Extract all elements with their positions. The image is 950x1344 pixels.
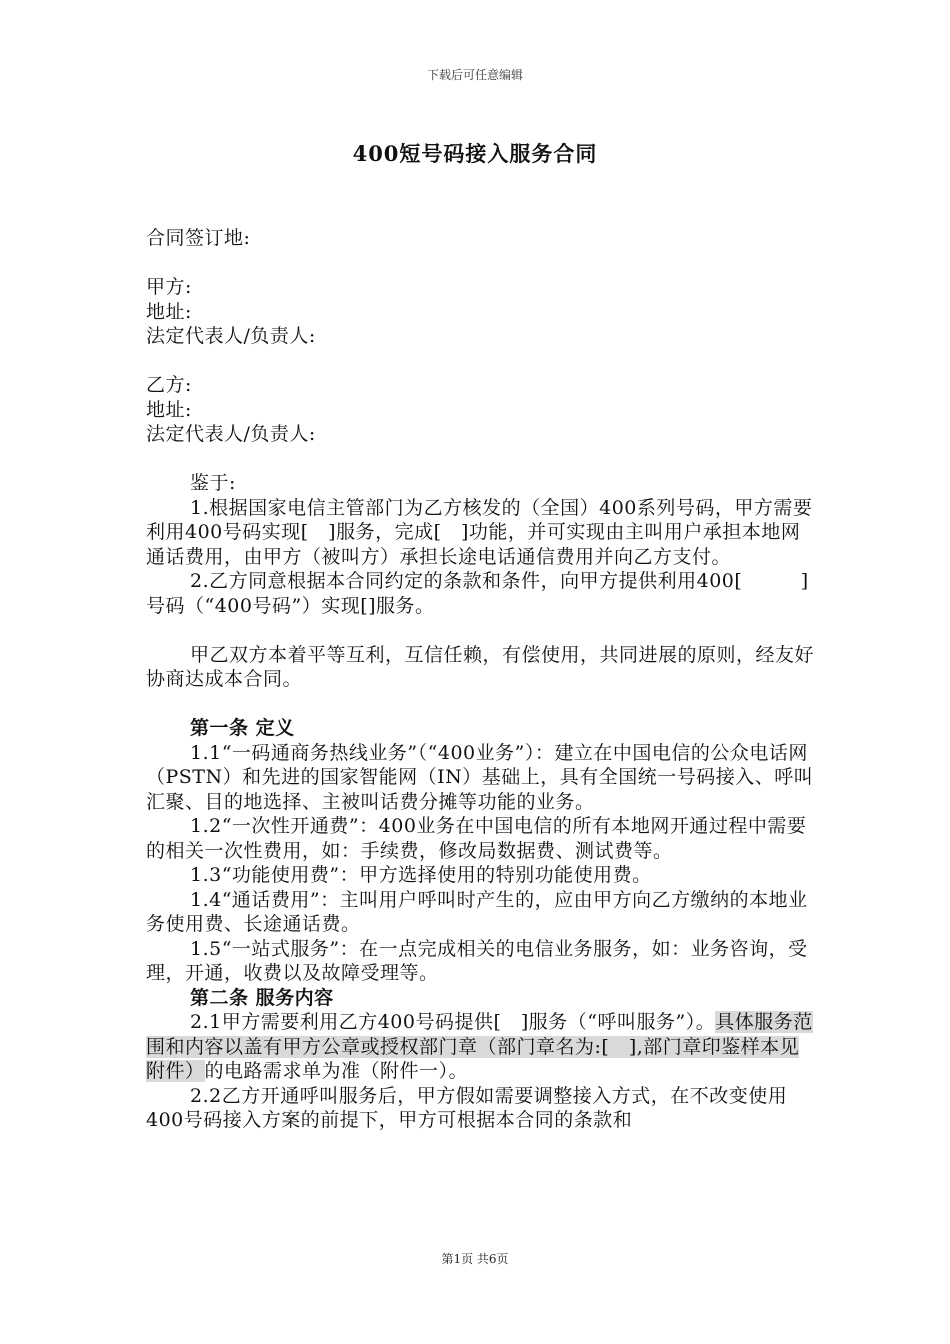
party-a-address-line: 地址: bbox=[146, 300, 192, 323]
spacer bbox=[146, 251, 816, 276]
service-item-2-1-tail: 的电路需求单为准（附件一）。 bbox=[204, 1060, 469, 1082]
party-b-address-line: 地址: bbox=[146, 398, 192, 421]
agreement-paragraph: 甲乙双方本着平等互利，互信任赖，有偿使用，共同进展的原则，经友好协商达成本合同。 bbox=[146, 643, 815, 690]
definition-item: 1.5“一站式服务”：在一点完成相关的电信业务服务，如：业务咨询，受理，开通，收费以及故障受理等。 bbox=[146, 937, 808, 984]
highlighted-text: 具体服务范围和内容以盖有甲方公章或授权部门章（部门章名为:[ ],部门章印鉴样本见附件） bbox=[146, 1011, 813, 1082]
spacer bbox=[146, 447, 816, 472]
article-2-heading: 第二条 服务内容 bbox=[190, 986, 334, 1009]
spacer bbox=[146, 618, 816, 643]
service-item-2-2: 2.2乙方开通呼叫服务后，甲方假如需要调整接入方式，在不改变使用400号码接入方案的前提下，甲方可根据本合同的条款和 bbox=[146, 1084, 788, 1131]
sign-place-line: 合同签订地: bbox=[146, 227, 251, 249]
definition-item: 1.3“功能使用费”：甲方选择使用的特别功能使用费。 bbox=[190, 864, 652, 886]
whereas-label: 鉴于: bbox=[190, 472, 236, 494]
party-b-rep-line: 法定代表人/负责人: bbox=[146, 423, 316, 445]
preamble-item-2: 2.乙方同意根据本合同约定的条款和条件，向甲方提供利用400[ ]号码（“400号码”）实现[]服务。 bbox=[146, 570, 809, 617]
page-footer: 第1页 共6页 bbox=[441, 1252, 509, 1266]
party-a-line: 甲方: bbox=[146, 276, 192, 298]
definition-item: 1.2“一次性开通费”：400业务在中国电信的所有本地网开通过程中需要的相关一次性费用，如：手续费，修改局数据费、测试费等。 bbox=[146, 815, 807, 862]
document-title: 400短号码接入服务合同 bbox=[352, 141, 598, 166]
party-b-line: 乙方: bbox=[146, 374, 192, 396]
article-1-heading: 第一条 定义 bbox=[190, 717, 295, 739]
definition-item: 1.4“通话费用”：主叫用户呼叫时产生的，应由甲方向乙方缴纳的本地业务使用费、长途通话费。 bbox=[146, 888, 808, 935]
header-note: 下载后可任意编辑 bbox=[426, 68, 523, 82]
definition-item: 1.1“一码通商务热线业务”（“400业务”）：建立在中国电信的公众电话网（PSTN）和先进的国家智能网（IN）基础上，具有全国统一号码接入、呼叫汇聚、目的地选择、主被叫话费分摊等功能的业务。 bbox=[146, 741, 814, 813]
preamble-item-1: 1.根据国家电信主管部门为乙方核发的（全国）400系列号码，甲方需要利用400号码实现[ ]服务，完成[ ]功能，并可实现由主叫用户承担本地网通话费用，由甲方（被叫方）承担长途电话通信费用并向乙方支付。 bbox=[146, 496, 813, 568]
document-body bbox=[146, 226, 816, 1133]
spacer bbox=[146, 692, 816, 717]
service-item-2-1 bbox=[146, 1010, 816, 1084]
spacer bbox=[146, 349, 816, 374]
service-item-2-1-text: 2.1甲方需要利用乙方400号码提供[ ]服务（“呼叫服务”）。 bbox=[190, 1011, 716, 1033]
party-a-rep-line: 法定代表人/负责人: bbox=[146, 325, 316, 347]
